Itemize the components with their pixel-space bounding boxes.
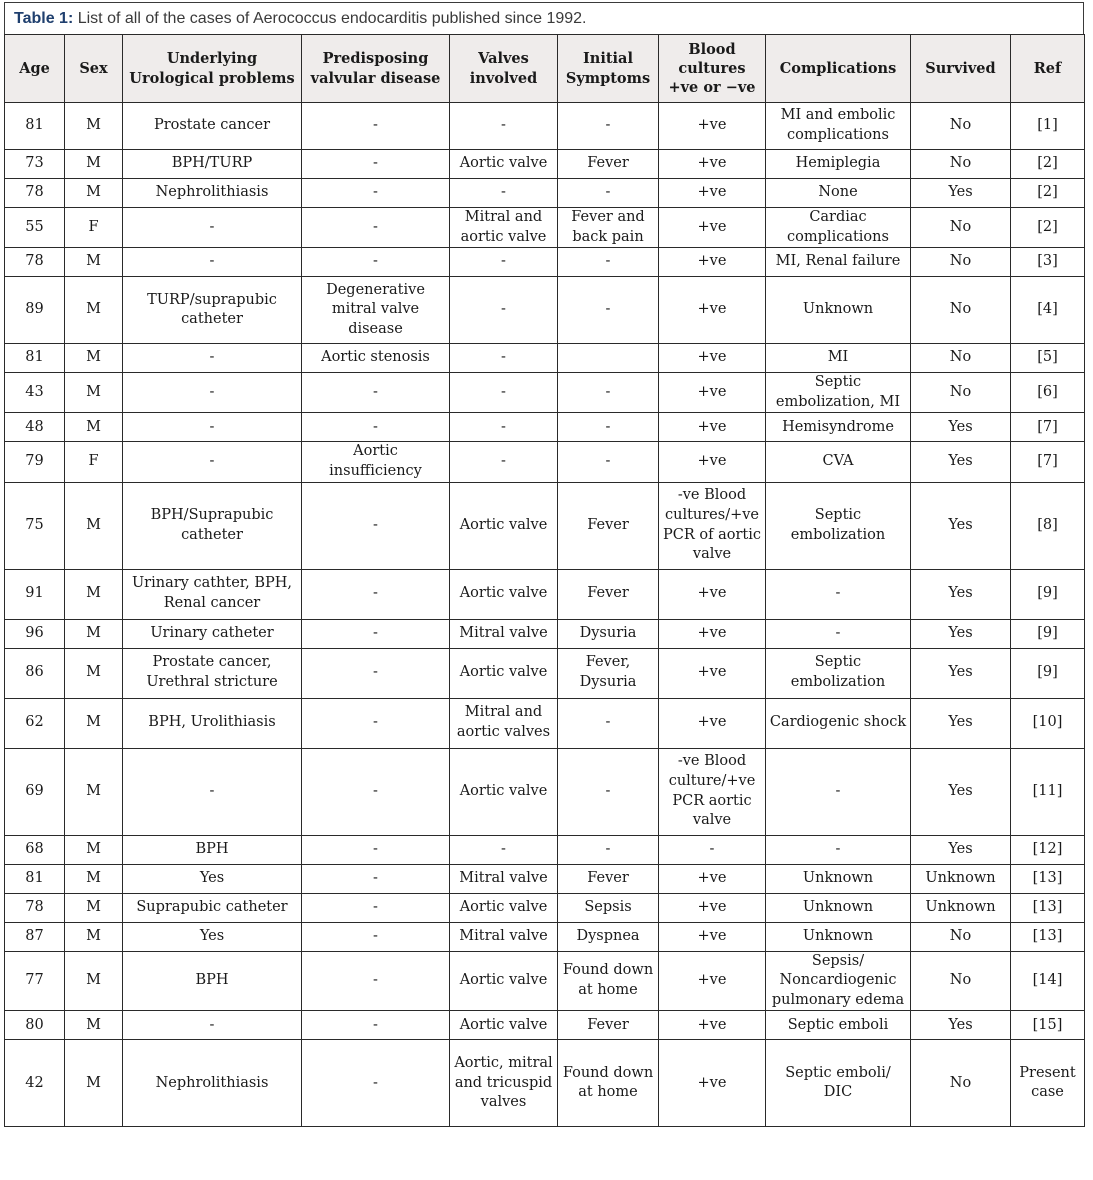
table-row — [5, 864, 1085, 893]
cell-blood: +ve — [659, 103, 766, 150]
cell-valves: Mitral valve — [450, 619, 558, 648]
cell-blood: +ve — [659, 373, 766, 413]
cell-symptoms: - — [558, 248, 659, 277]
cell-valves: Aortic valve — [450, 648, 558, 698]
cell-symptoms: Fever — [558, 1011, 659, 1040]
cell-sex: M — [65, 1011, 123, 1040]
cell-complications: None — [766, 179, 911, 208]
cell-blood: -ve Blood cultures/+ve PCR of aortic valve — [659, 482, 766, 569]
cell-survived: No — [911, 922, 1011, 951]
cell-complications: Unknown — [766, 864, 911, 893]
cell-blood: +ve — [659, 277, 766, 344]
cell-valves: - — [450, 277, 558, 344]
table-row — [5, 248, 1085, 277]
cell-complications: - — [766, 569, 911, 619]
cell-urological: Yes — [123, 922, 302, 951]
cell-survived: Yes — [911, 648, 1011, 698]
table-row — [5, 482, 1085, 569]
column-header-age: Age — [5, 35, 65, 103]
cell-age: 81 — [5, 103, 65, 150]
cell-blood: +ve — [659, 864, 766, 893]
table-row — [5, 373, 1085, 413]
cell-blood: +ve — [659, 893, 766, 922]
table-row — [5, 619, 1085, 648]
cell-ref: [9] — [1011, 569, 1085, 619]
cell-valves: - — [450, 179, 558, 208]
column-header-valves: Valves involved — [450, 35, 558, 103]
cell-survived: Unknown — [911, 893, 1011, 922]
cell-urological: BPH — [123, 835, 302, 864]
cell-ref: [7] — [1011, 413, 1085, 442]
cell-blood: - — [659, 835, 766, 864]
cell-sex: M — [65, 648, 123, 698]
cell-symptoms: Fever — [558, 150, 659, 179]
table-container — [4, 2, 1084, 1127]
column-header-ref: Ref — [1011, 35, 1085, 103]
cell-complications: - — [766, 748, 911, 835]
cell-valvular: - — [302, 648, 450, 698]
cell-urological: BPH — [123, 951, 302, 1011]
table-row — [5, 951, 1085, 1011]
cell-age: 73 — [5, 150, 65, 179]
cell-age: 87 — [5, 922, 65, 951]
cell-age: 55 — [5, 208, 65, 248]
cell-complications: Septic embolization — [766, 482, 911, 569]
cell-urological: - — [123, 344, 302, 373]
cell-sex: M — [65, 748, 123, 835]
cell-valvular: - — [302, 619, 450, 648]
cell-blood: +ve — [659, 648, 766, 698]
cell-ref: [11] — [1011, 748, 1085, 835]
cell-valves: - — [450, 835, 558, 864]
cell-symptoms: - — [558, 835, 659, 864]
column-header-symptoms: Initial Symptoms — [558, 35, 659, 103]
cell-sex: M — [65, 248, 123, 277]
cell-urological: - — [123, 248, 302, 277]
cell-blood: +ve — [659, 1011, 766, 1040]
cell-symptoms: Fever, Dysuria — [558, 648, 659, 698]
cell-survived: No — [911, 344, 1011, 373]
cell-survived: Yes — [911, 413, 1011, 442]
column-header-urological: Underlying Urological problems — [123, 35, 302, 103]
cell-ref: [2] — [1011, 150, 1085, 179]
cell-valvular: - — [302, 698, 450, 748]
cell-valvular: - — [302, 248, 450, 277]
cell-ref: [5] — [1011, 344, 1085, 373]
cell-sex: M — [65, 951, 123, 1011]
cell-sex: M — [65, 277, 123, 344]
cell-sex: M — [65, 893, 123, 922]
cell-symptoms: - — [558, 277, 659, 344]
cell-survived: Yes — [911, 179, 1011, 208]
cell-age: 78 — [5, 893, 65, 922]
cell-valvular: - — [302, 922, 450, 951]
cell-sex: M — [65, 179, 123, 208]
cell-symptoms: Dyspnea — [558, 922, 659, 951]
cell-urological: Prostate cancer, Urethral stricture — [123, 648, 302, 698]
cell-urological: BPH/Suprapubic catheter — [123, 482, 302, 569]
cell-valves: - — [450, 442, 558, 482]
cell-blood: +ve — [659, 248, 766, 277]
column-header-valvular: Predisposing valvular disease — [302, 35, 450, 103]
caption-text: List of all of the cases of Aerococcus endocarditis published since 1992. — [73, 10, 587, 27]
table-row — [5, 1011, 1085, 1040]
cases-table — [4, 34, 1085, 1127]
cell-blood: +ve — [659, 698, 766, 748]
cell-age: 81 — [5, 864, 65, 893]
cell-ref: [13] — [1011, 893, 1085, 922]
cell-survived: Yes — [911, 698, 1011, 748]
cell-ref: [9] — [1011, 619, 1085, 648]
cell-complications: Septic embolization — [766, 648, 911, 698]
cell-age: 81 — [5, 344, 65, 373]
cell-survived: Yes — [911, 442, 1011, 482]
cell-age: 91 — [5, 569, 65, 619]
cell-blood: +ve — [659, 150, 766, 179]
cell-symptoms: - — [558, 179, 659, 208]
cell-valves: - — [450, 248, 558, 277]
cell-complications: - — [766, 835, 911, 864]
cell-survived: Unknown — [911, 864, 1011, 893]
cell-valvular: - — [302, 150, 450, 179]
cell-valvular: - — [302, 1011, 450, 1040]
table-row — [5, 922, 1085, 951]
cell-valvular: - — [302, 413, 450, 442]
cell-ref: [13] — [1011, 922, 1085, 951]
cell-complications: Cardiogenic shock — [766, 698, 911, 748]
column-header-complications: Complications — [766, 35, 911, 103]
cell-valves: Mitral and aortic valves — [450, 698, 558, 748]
cell-blood: +ve — [659, 179, 766, 208]
cell-ref: [8] — [1011, 482, 1085, 569]
cell-valves: - — [450, 344, 558, 373]
cell-age: 43 — [5, 373, 65, 413]
cell-symptoms: - — [558, 442, 659, 482]
cell-complications: MI and embolic complications — [766, 103, 911, 150]
cell-sex: M — [65, 482, 123, 569]
cell-sex: M — [65, 373, 123, 413]
cell-symptoms: Fever — [558, 482, 659, 569]
cell-valves: - — [450, 413, 558, 442]
cell-valves: Aortic valve — [450, 150, 558, 179]
cell-symptoms: - — [558, 698, 659, 748]
cell-blood: +ve — [659, 951, 766, 1011]
cell-sex: M — [65, 1040, 123, 1127]
cell-valvular: - — [302, 179, 450, 208]
cell-sex: M — [65, 922, 123, 951]
cell-urological: Urinary catheter — [123, 619, 302, 648]
cell-valves: Aortic valve — [450, 951, 558, 1011]
cell-symptoms: Fever and back pain — [558, 208, 659, 248]
cell-blood: +ve — [659, 413, 766, 442]
cell-sex: M — [65, 344, 123, 373]
cell-symptoms: Fever — [558, 864, 659, 893]
cell-age: 80 — [5, 1011, 65, 1040]
column-header-survived: Survived — [911, 35, 1011, 103]
cell-complications: Septic embolization, MI — [766, 373, 911, 413]
cell-ref: [9] — [1011, 648, 1085, 698]
cell-symptoms: Found down at home — [558, 1040, 659, 1127]
cell-sex: F — [65, 442, 123, 482]
table-row — [5, 413, 1085, 442]
table-row — [5, 442, 1085, 482]
cell-complications: MI — [766, 344, 911, 373]
table-row — [5, 835, 1085, 864]
cell-survived: No — [911, 208, 1011, 248]
cell-age: 75 — [5, 482, 65, 569]
cell-ref: [4] — [1011, 277, 1085, 344]
cell-valvular: - — [302, 1040, 450, 1127]
cell-blood: +ve — [659, 442, 766, 482]
cell-age: 79 — [5, 442, 65, 482]
cell-valvular: - — [302, 748, 450, 835]
cell-ref: [2] — [1011, 179, 1085, 208]
cell-blood: +ve — [659, 344, 766, 373]
cell-valves: Mitral valve — [450, 864, 558, 893]
cell-urological: - — [123, 1011, 302, 1040]
cell-urological: Nephrolithiasis — [123, 179, 302, 208]
table-row — [5, 1040, 1085, 1127]
table-row — [5, 893, 1085, 922]
cell-urological: Nephrolithiasis — [123, 1040, 302, 1127]
cell-symptoms: Dysuria — [558, 619, 659, 648]
cell-symptoms: Sepsis — [558, 893, 659, 922]
cell-survived: No — [911, 373, 1011, 413]
cell-survived: No — [911, 951, 1011, 1011]
cell-ref: [7] — [1011, 442, 1085, 482]
cell-urological: Prostate cancer — [123, 103, 302, 150]
cell-survived: Yes — [911, 1011, 1011, 1040]
cell-valves: Aortic valve — [450, 748, 558, 835]
cell-age: 86 — [5, 648, 65, 698]
cell-ref: [14] — [1011, 951, 1085, 1011]
cell-survived: No — [911, 1040, 1011, 1127]
table-row — [5, 748, 1085, 835]
cell-sex: F — [65, 208, 123, 248]
cell-symptoms: - — [558, 103, 659, 150]
cell-symptoms: Fever — [558, 569, 659, 619]
cell-complications: Septic emboli/ DIC — [766, 1040, 911, 1127]
cell-valvular: - — [302, 569, 450, 619]
cell-survived: Yes — [911, 619, 1011, 648]
cell-valvular: Degenerative mitral valve disease — [302, 277, 450, 344]
caption-label: Table 1: — [14, 10, 74, 27]
cell-ref: [13] — [1011, 864, 1085, 893]
cell-urological: - — [123, 373, 302, 413]
cell-complications: Sepsis/ Noncardiogenic pulmonary edema — [766, 951, 911, 1011]
cell-valves: Aortic valve — [450, 569, 558, 619]
cell-symptoms: - — [558, 748, 659, 835]
cell-survived: No — [911, 277, 1011, 344]
cell-valves: - — [450, 103, 558, 150]
cell-survived: Yes — [911, 835, 1011, 864]
cell-ref: [2] — [1011, 208, 1085, 248]
cell-valvular: - — [302, 103, 450, 150]
cell-valvular: - — [302, 893, 450, 922]
header-row — [5, 35, 1085, 103]
cell-symptoms — [558, 344, 659, 373]
cell-urological: - — [123, 442, 302, 482]
table-row — [5, 344, 1085, 373]
column-header-blood: Blood cultures +ve or −ve — [659, 35, 766, 103]
cell-valvular: - — [302, 951, 450, 1011]
cell-valvular: - — [302, 864, 450, 893]
cell-urological: BPH/TURP — [123, 150, 302, 179]
cell-age: 69 — [5, 748, 65, 835]
cell-complications: Unknown — [766, 277, 911, 344]
table-row — [5, 698, 1085, 748]
cell-sex: M — [65, 103, 123, 150]
cell-age: 62 — [5, 698, 65, 748]
cell-valves: Mitral valve — [450, 922, 558, 951]
cell-valvular: - — [302, 482, 450, 569]
cell-survived: No — [911, 150, 1011, 179]
cell-complications: Unknown — [766, 922, 911, 951]
cell-valves: Aortic valve — [450, 893, 558, 922]
table-row — [5, 277, 1085, 344]
cell-valvular: Aortic stenosis — [302, 344, 450, 373]
cell-complications: Hemiplegia — [766, 150, 911, 179]
cell-valves: Aortic, mitral and tricuspid valves — [450, 1040, 558, 1127]
cell-complications: - — [766, 619, 911, 648]
cell-blood: +ve — [659, 208, 766, 248]
cell-valves: - — [450, 373, 558, 413]
cell-age: 48 — [5, 413, 65, 442]
cell-age: 77 — [5, 951, 65, 1011]
cell-sex: M — [65, 619, 123, 648]
cell-blood: -ve Blood culture/+ve PCR aortic valve — [659, 748, 766, 835]
cell-valvular: - — [302, 208, 450, 248]
cell-valves: Mitral and aortic valve — [450, 208, 558, 248]
cell-survived: Yes — [911, 748, 1011, 835]
cell-symptoms: - — [558, 413, 659, 442]
table-row — [5, 569, 1085, 619]
cell-blood: +ve — [659, 619, 766, 648]
table-row — [5, 648, 1085, 698]
cell-urological: - — [123, 748, 302, 835]
cell-valvular: - — [302, 835, 450, 864]
cell-sex: M — [65, 698, 123, 748]
cell-sex: M — [65, 413, 123, 442]
cell-sex: M — [65, 835, 123, 864]
cell-urological: Urinary cathter, BPH, Renal cancer — [123, 569, 302, 619]
cell-complications: MI, Renal failure — [766, 248, 911, 277]
cell-complications: Hemisyndrome — [766, 413, 911, 442]
cell-urological: Suprapubic catheter — [123, 893, 302, 922]
cell-complications: CVA — [766, 442, 911, 482]
cell-complications: Cardiac complications — [766, 208, 911, 248]
cell-urological: BPH, Urolithiasis — [123, 698, 302, 748]
cell-survived: No — [911, 103, 1011, 150]
cell-survived: Yes — [911, 482, 1011, 569]
cell-urological: Yes — [123, 864, 302, 893]
cell-ref: [6] — [1011, 373, 1085, 413]
cell-survived: Yes — [911, 569, 1011, 619]
cell-survived: No — [911, 248, 1011, 277]
cell-valvular: - — [302, 373, 450, 413]
cell-ref: [3] — [1011, 248, 1085, 277]
table-row — [5, 150, 1085, 179]
table-row — [5, 208, 1085, 248]
table-row — [5, 103, 1085, 150]
cell-ref: [12] — [1011, 835, 1085, 864]
table-body — [5, 103, 1085, 1127]
table-caption — [4, 2, 1084, 34]
cell-age: 96 — [5, 619, 65, 648]
cell-age: 42 — [5, 1040, 65, 1127]
cell-age: 78 — [5, 179, 65, 208]
cell-sex: M — [65, 864, 123, 893]
cell-sex: M — [65, 150, 123, 179]
cell-ref: [15] — [1011, 1011, 1085, 1040]
cell-complications: Septic emboli — [766, 1011, 911, 1040]
cell-urological: - — [123, 413, 302, 442]
cell-blood: +ve — [659, 569, 766, 619]
cell-symptoms: - — [558, 373, 659, 413]
column-header-sex: Sex — [65, 35, 123, 103]
cell-valves: Aortic valve — [450, 482, 558, 569]
cell-ref: [1] — [1011, 103, 1085, 150]
cell-ref: [10] — [1011, 698, 1085, 748]
cell-ref: Present case — [1011, 1040, 1085, 1127]
table-row — [5, 179, 1085, 208]
cell-sex: M — [65, 569, 123, 619]
cell-urological: - — [123, 208, 302, 248]
cell-age: 89 — [5, 277, 65, 344]
cell-urological: TURP/suprapubic catheter — [123, 277, 302, 344]
cell-age: 68 — [5, 835, 65, 864]
cell-blood: +ve — [659, 922, 766, 951]
cell-valves: Aortic valve — [450, 1011, 558, 1040]
cell-age: 78 — [5, 248, 65, 277]
cell-complications: Unknown — [766, 893, 911, 922]
cell-blood: +ve — [659, 1040, 766, 1127]
cell-valvular: Aortic insufficiency — [302, 442, 450, 482]
cell-symptoms: Found down at home — [558, 951, 659, 1011]
